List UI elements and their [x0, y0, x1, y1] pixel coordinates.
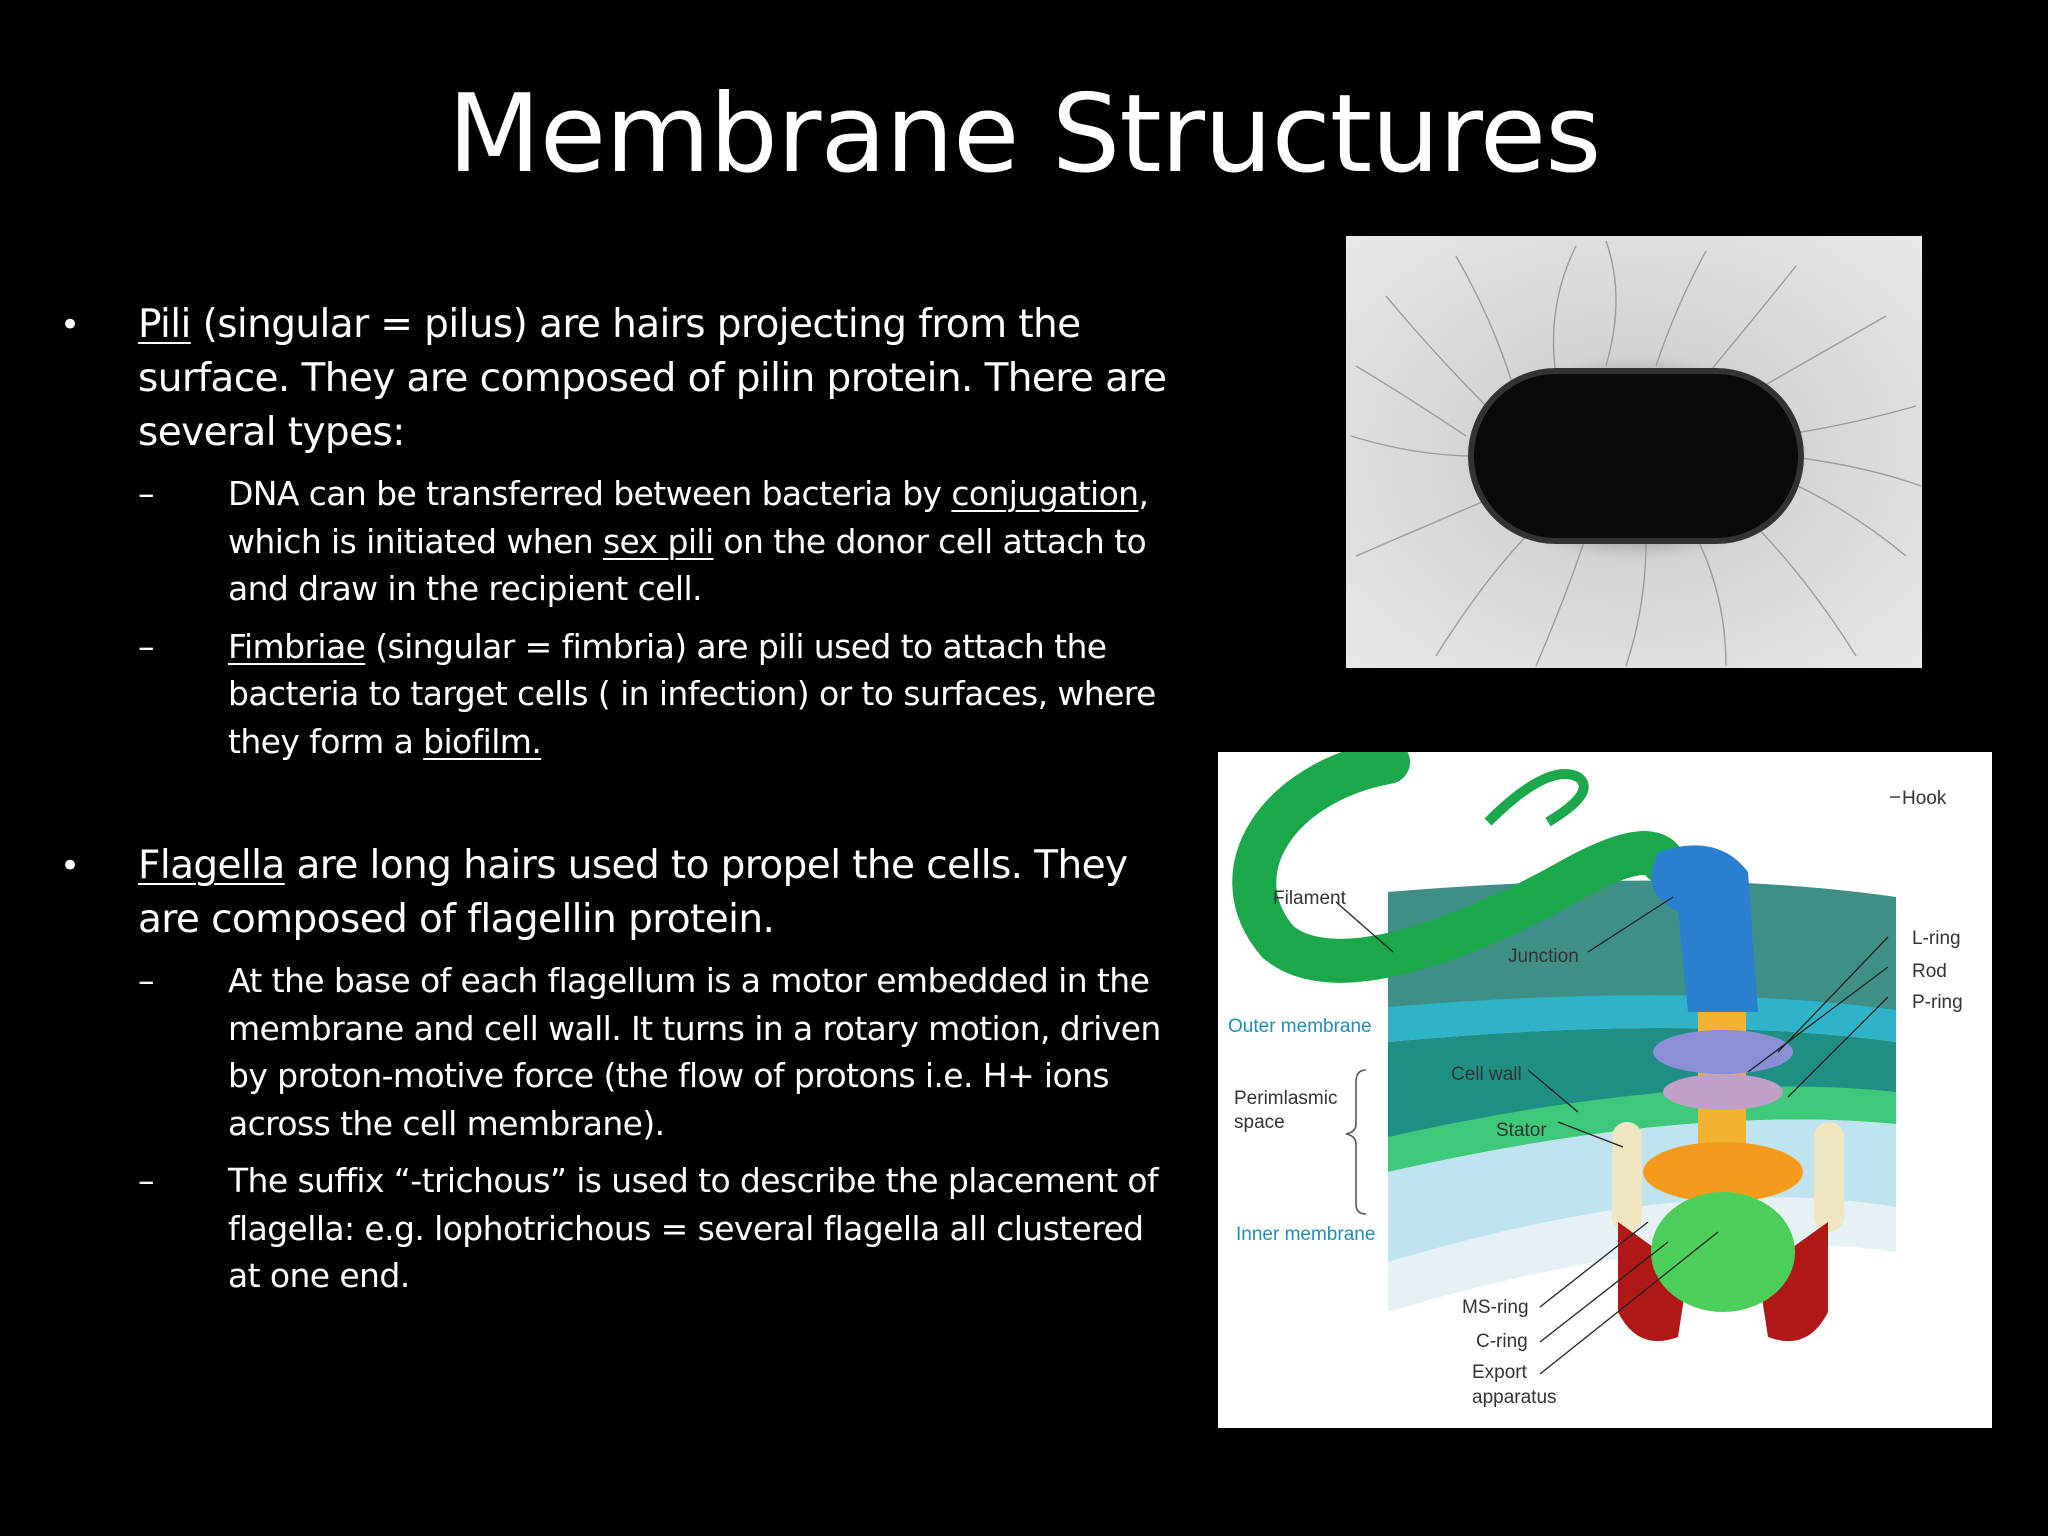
flagella-subpoints	[60, 957, 1180, 1300]
bullet-text: are long hairs used to propel the cells. They are composed of flagellin protein.	[138, 843, 1128, 942]
label-space: space	[1234, 1112, 1285, 1133]
term-pili: Pili	[138, 302, 191, 347]
sub-marker: –	[138, 474, 154, 513]
term-sex-pili: sex pili	[602, 521, 714, 561]
label-inner-membrane: Inner membrane	[1236, 1224, 1376, 1245]
bacterium-image	[1346, 236, 1922, 668]
bullet-flagella	[60, 839, 1180, 947]
sub-text: (singular = fimbria) are pili used to attach the bacteria to target cells ( in infection) or to surfaces, where they form a	[228, 626, 1156, 761]
term-fimbriae: Fimbriae	[228, 626, 366, 666]
slide-title: Membrane Structures	[447, 72, 1601, 197]
label-junction: Junction	[1508, 946, 1579, 967]
bullet-text: (singular = pilus) are hairs projecting from the surface. They are composed of pilin protein. There are several types:	[138, 302, 1167, 455]
label-cell-wall: Cell wall	[1451, 1064, 1522, 1085]
sub-text: The suffix “-trichous” is used to describe the placement of flagella: e.g. lophotrichous = several flagella all clustered at one end.	[228, 1161, 1159, 1295]
bullet-marker: •	[60, 846, 80, 886]
sub-marker: –	[138, 961, 154, 1000]
bullet-pili	[60, 298, 1180, 460]
label-stator: Stator	[1496, 1120, 1547, 1141]
label-outer-membrane: Outer membrane	[1228, 1016, 1372, 1037]
bullet-marker: •	[60, 305, 80, 345]
pili-subpoints	[60, 470, 1180, 765]
label-hook: Hook	[1902, 788, 1947, 809]
pili-micrograph	[1346, 236, 1922, 668]
subpoint-fimbriae	[138, 623, 1180, 766]
label-l-ring: L-ring	[1912, 928, 1961, 949]
sub-marker: –	[138, 1161, 154, 1200]
label-rod: Rod	[1912, 961, 1947, 982]
slide-body	[60, 298, 1180, 1310]
sub-marker: –	[138, 626, 154, 666]
sub-text: At the base of each flagellum is a motor embedded in the membrane and cell wall. It turns in a rotary motion, driven by proton-motive force (the flow of protons i.e. H+ ions across the cell membrane).	[228, 961, 1161, 1143]
sub-text: , which is initiated when	[228, 474, 1149, 561]
term-biofilm: biofilm.	[423, 721, 542, 761]
term-flagella: Flagella	[138, 843, 285, 888]
label-export: Export	[1472, 1362, 1527, 1383]
label-ms-ring: MS-ring	[1462, 1297, 1529, 1318]
label-filament: Filament	[1273, 888, 1346, 909]
subpoint-motor	[138, 957, 1180, 1147]
term-conjugation: conjugation	[951, 474, 1139, 513]
label-apparatus: apparatus	[1472, 1387, 1557, 1408]
flagellum-diagram	[1218, 752, 1992, 1428]
subpoint-conjugation	[138, 470, 1180, 613]
flagellum-svg	[1218, 752, 1992, 1428]
subpoint-trichous	[138, 1157, 1180, 1300]
sub-text: on the donor cell attach to and draw in the recipient cell.	[228, 521, 1147, 608]
label-perimlasmic: Perimlasmic	[1234, 1088, 1338, 1109]
label-p-ring: P-ring	[1912, 992, 1963, 1013]
label-c-ring: C-ring	[1476, 1331, 1528, 1352]
sub-text: DNA can be transferred between bacteria by	[228, 474, 952, 513]
